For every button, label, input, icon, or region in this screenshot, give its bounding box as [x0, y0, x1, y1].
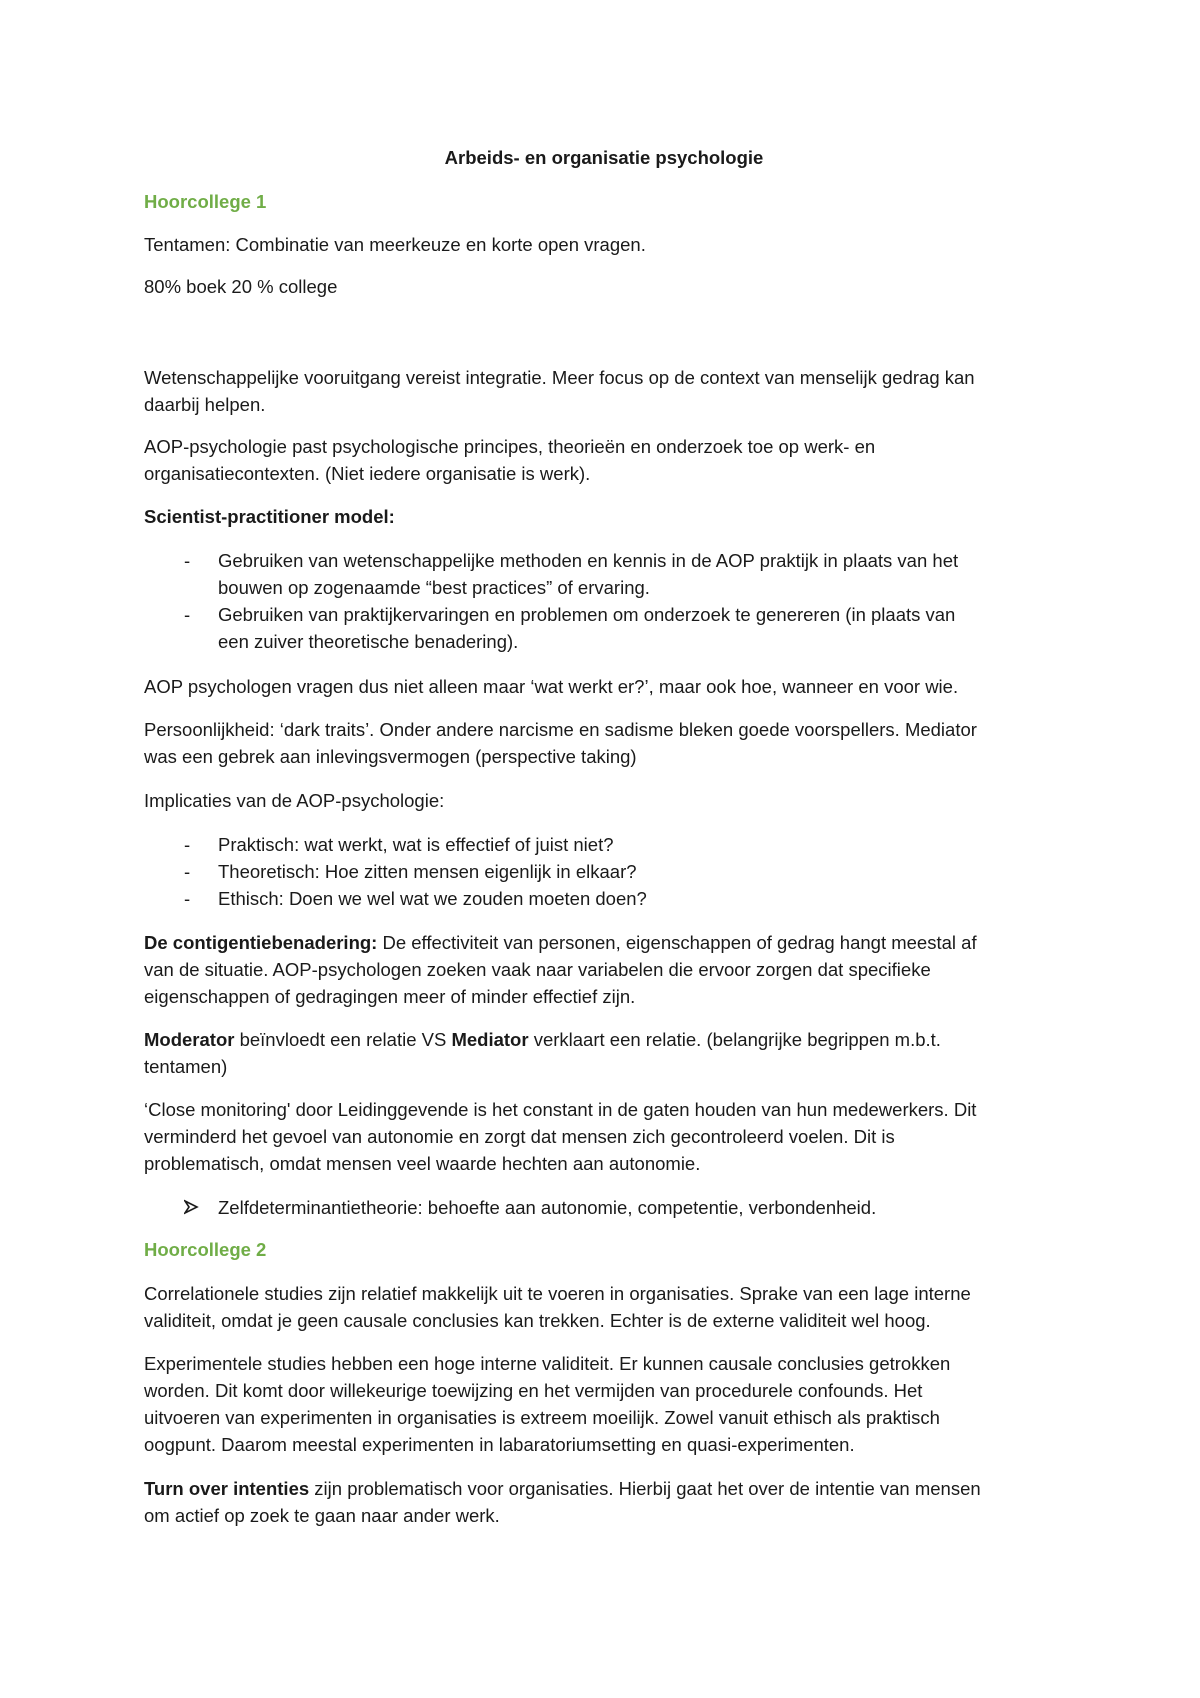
text-line: van de situatie. AOP-psychologen zoeken vaak naar variabelen die ervoor zorgen dat specifieke	[144, 959, 931, 980]
text-line: organisatiecontexten. (Niet iedere organisatie is werk).	[144, 463, 591, 484]
text-line: worden. Dit komt door willekeurige toewijzing en het vermijden van procedurele confounds. Het	[144, 1380, 923, 1401]
list-item-text	[218, 601, 1068, 655]
text-line: om actief op zoek te gaan naar ander werk.	[144, 1505, 500, 1526]
bold-term: Turn over intenties	[144, 1478, 310, 1499]
list-item-text	[218, 547, 1068, 601]
text-line: Persoonlijkheid: ‘dark traits’. Onder andere narcisme en sadisme bleken goede voorspellers. Mediator	[144, 719, 977, 740]
text-span: zijn problematisch voor organisaties. Hierbij gaat het over de intentie van mensen	[309, 1478, 981, 1499]
dash-bullet: -	[184, 861, 191, 882]
text-line: Gebruiken van praktijkervaringen en problemen om onderzoek te genereren (in plaats van	[218, 604, 956, 625]
text-span: beïnvloedt een relatie VS	[234, 1029, 452, 1050]
text-line: oogpunt. Daarom meestal experimenten in labaratoriumsetting en quasi-experimenten.	[144, 1434, 855, 1455]
paragraph-turn-over-intenties	[144, 1475, 1064, 1529]
text-line: was een gebrek aan inlevingsvermogen (perspective taking)	[144, 746, 637, 767]
text-line: eigenschappen of gedragingen meer of minder effectief zijn.	[144, 986, 636, 1007]
text-span: De effectiviteit van personen, eigenschappen of gedrag hangt meestal af	[377, 932, 977, 953]
text-line: verminderd het gevoel van autonomie en zorgt dat mensen zich gecontroleerd voelen. Dit is	[144, 1126, 895, 1147]
paragraph-close-monitoring	[144, 1096, 1064, 1177]
text-line: bouwen op zogenaamde “best practices” of ervaring.	[218, 577, 650, 598]
paragraph-persoonlijkheid	[144, 716, 1064, 770]
paragraph-implicaties: Implicaties van de AOP-psychologie:	[144, 790, 445, 811]
paragraph-wetenschappelijke-vooruitgang	[144, 364, 1064, 418]
bold-term: Moderator	[144, 1029, 235, 1050]
list-item-text: Ethisch: Doen we wel wat we zouden moeten doen?	[218, 888, 647, 909]
text-line	[144, 1026, 1064, 1053]
list-item-text: Zelfdeterminantietheorie: behoefte aan autonomie, competentie, verbondenheid.	[218, 1197, 877, 1218]
text-line: problematisch, omdat mensen veel waarde hechten aan autonomie.	[144, 1153, 701, 1174]
paragraph-experimentele-studies	[144, 1350, 1064, 1458]
text-line: daarbij helpen.	[144, 394, 266, 415]
dash-bullet: -	[184, 604, 191, 625]
text-line: ‘Close monitoring' door Leidinggevende is het constant in de gaten houden van hun medewerkers. Dit	[144, 1099, 977, 1120]
text-line	[144, 1475, 1064, 1502]
paragraph-tentamen: Tentamen: Combinatie van meerkeuze en korte open vragen.	[144, 234, 646, 255]
text-line: AOP-psychologie past psychologische principes, theorieën en onderzoek toe op werk- en	[144, 436, 876, 457]
text-line	[144, 929, 1064, 956]
bold-term: De contigentiebenadering:	[144, 932, 378, 953]
text-line: tentamen)	[144, 1056, 228, 1077]
heading-hoorcollege-2: Hoorcollege 2	[144, 1239, 267, 1260]
dash-bullet: -	[184, 550, 191, 571]
text-line: Wetenschappelijke vooruitgang vereist integratie. Meer focus op de context van menselijk gedrag kan	[144, 367, 975, 388]
paragraph-boek-college: 80% boek 20 % college	[144, 276, 338, 297]
dash-bullet: -	[184, 834, 191, 855]
text-line: Correlationele studies zijn relatief makkelijk uit te voeren in organisaties. Sprake van een lage interne	[144, 1283, 971, 1304]
paragraph-moderator-mediator	[144, 1026, 1064, 1080]
document-title: Arbeids- en organisatie psychologie	[444, 147, 764, 168]
arrow-bullet-icon	[184, 1194, 200, 1223]
paragraph-correlationele-studies	[144, 1280, 1064, 1334]
dash-bullet: -	[184, 888, 191, 909]
bold-term: Mediator	[451, 1029, 529, 1050]
list-item-text: Praktisch: wat werkt, wat is effectief of juist niet?	[218, 834, 614, 855]
heading-hoorcollege-1: Hoorcollege 1	[144, 191, 267, 212]
paragraph-scientist-practitioner: Scientist-practitioner model:	[144, 506, 395, 527]
paragraph-aop-psychologen: AOP psychologen vragen dus niet alleen maar ‘wat werkt er?’, maar ook hoe, wanneer en voor wie.	[144, 676, 959, 697]
list-item-text: Theoretisch: Hoe zitten mensen eigenlijk in elkaar?	[218, 861, 637, 882]
text-line: Gebruiken van wetenschappelijke methoden en kennis in de AOP praktijk in plaats van het	[218, 550, 959, 571]
paragraph-contigentiebenadering	[144, 929, 1064, 1010]
text-span: verklaart een relatie. (belangrijke begrippen m.b.t.	[528, 1029, 941, 1050]
text-line: een zuiver theoretische benadering).	[218, 631, 519, 652]
paragraph-aop-psychologie	[144, 433, 1064, 487]
text-line: Experimentele studies hebben een hoge interne validiteit. Er kunnen causale conclusies getrokken	[144, 1353, 951, 1374]
text-line: uitvoeren van experimenten in organisaties is extreem moeilijk. Zowel vanuit ethisch als praktisch	[144, 1407, 940, 1428]
text-line: validiteit, omdat je geen causale conclusies kan trekken. Echter is de externe validiteit wel hoog.	[144, 1310, 931, 1331]
